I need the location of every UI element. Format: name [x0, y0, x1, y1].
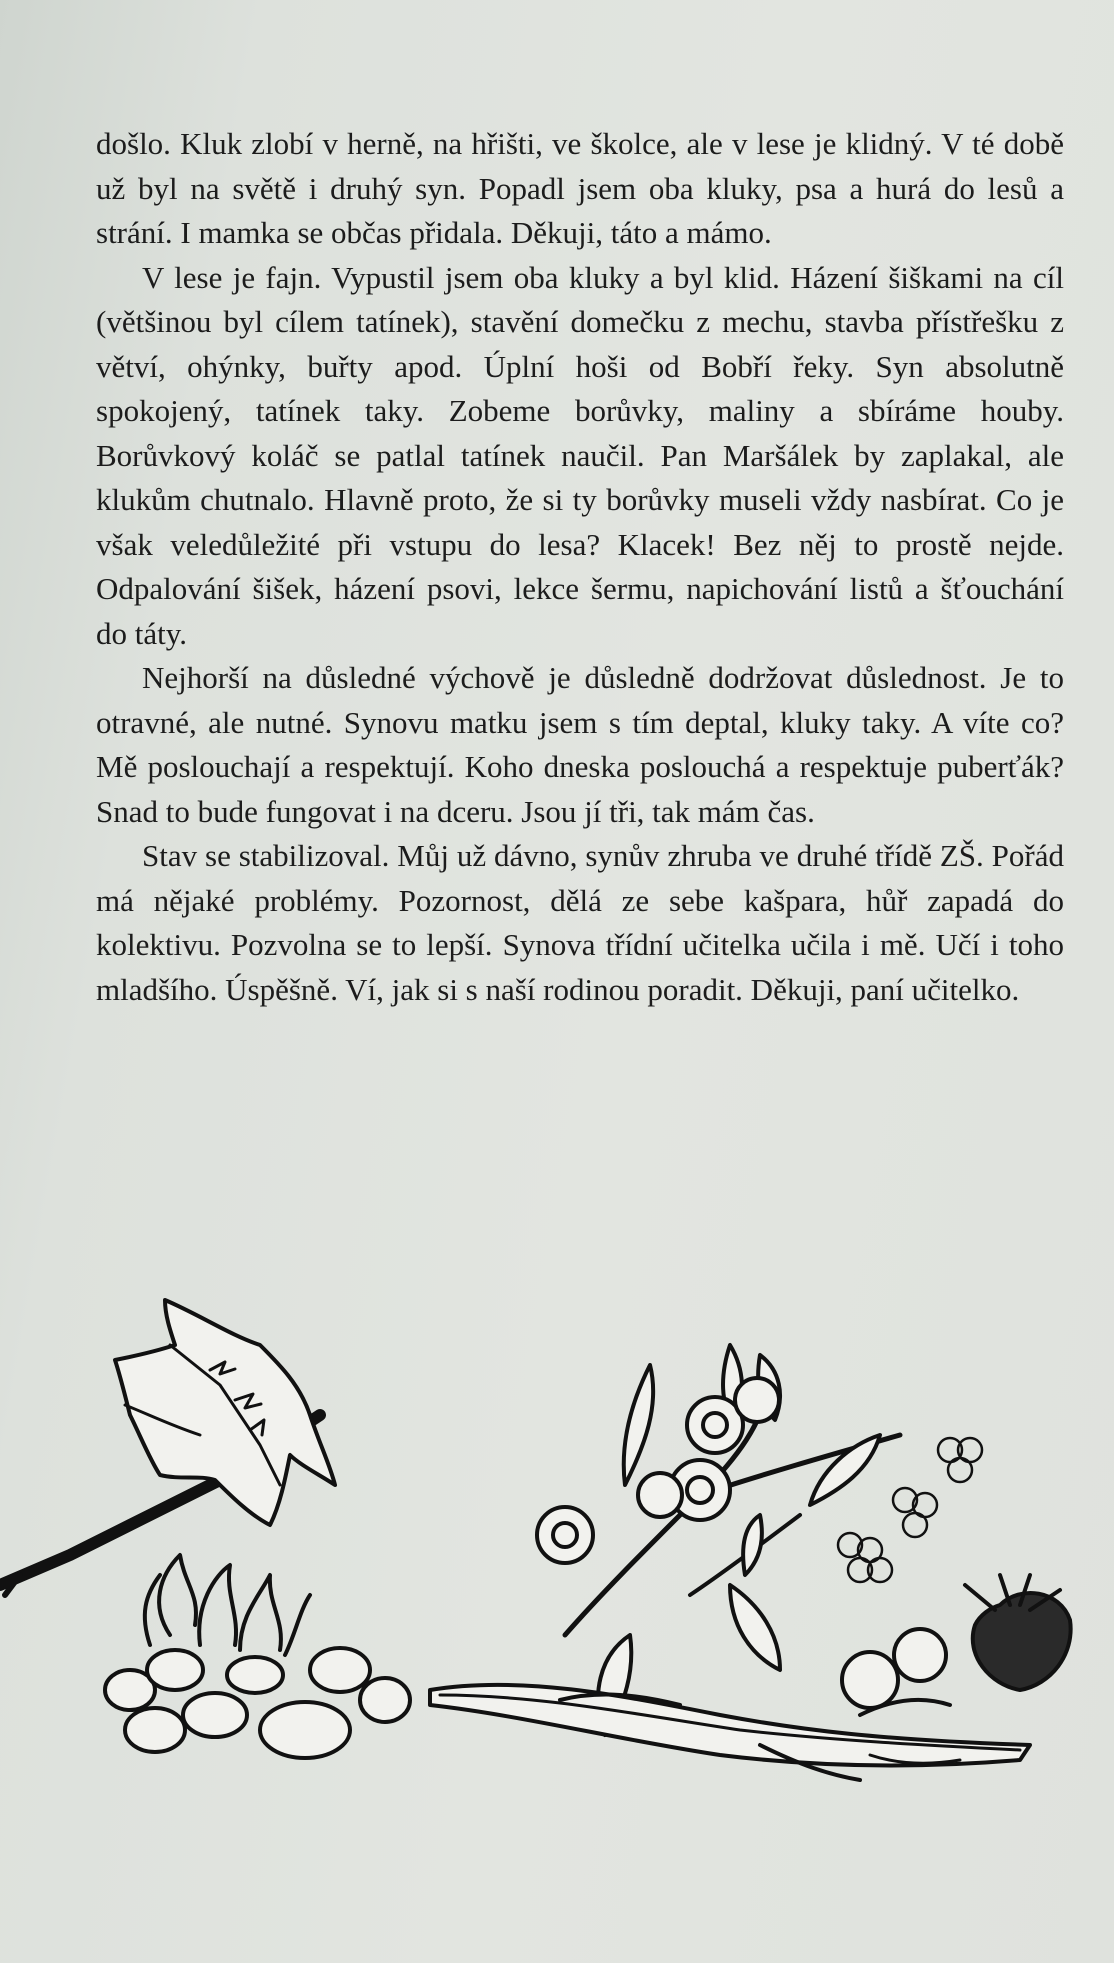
stick-drawing — [430, 1685, 1030, 1780]
campfire-drawing — [105, 1555, 410, 1758]
paragraph-2: V lese je fajn. Vypustil jsem oba kluky a byl klid. Házení šiškami na cíl (většinou byl cílem tatínek), stavění domečku z mechu, stavba přístřešku z větví, ohýnky, buřty apod. Úplní hoši od Bobří řeky. Syn absolutně spokojený, tatínek taky. Zobeme borůvky, maliny a sbíráme houby. Borůvkový koláč se patlal tatínek naučil. Pan Maršálek by zaplakal, ale klukům chutnalo. Hlavně proto, že si ty borůvky museli vždy nasbírat. Co je však veledůležité při vstupu do lesa? Klacek! Bez něj to prostě nejde. Odpalování šišek, házení psovi, lekce šermu, napichování listů a šťouchání do táty. — [96, 259, 1064, 651]
forest-illustration — [0, 1275, 1114, 1835]
body-text — [96, 122, 1064, 1012]
paragraph-4: Stav se stabilizoval. Můj už dávno, synův zhruba ve druhé třídě ZŠ. Pořád má nějaké problémy. Pozornost, dělá ze sebe kašpara, hůř zapadá do kolektivu. Pozvolna se to lepší. Synova třídní učitelka učila i mě. Učí i toho mladšího. Úspěšně. Ví, jak si s naší rodinou poradit. Děkuji, paní učitelko. — [96, 838, 1064, 1007]
berry-branch-drawing — [537, 1345, 1071, 1735]
paragraph-3: Nejhorší na důsledné výchově je důsledně dodržovat důslednost. Je to otravné, ale nutné. Synovu matku jsem s tím deptal, kluky taky. A víte co? Mě poslouchají a respektují. Koho dneska poslouchá a respektuje puberťák? Snad to bude fungovat i na dceru. Jsou jí tři, tak mám čas. — [96, 660, 1064, 829]
paragraph-1: došlo. Kluk zlobí v herně, na hřišti, ve školce, ale v lese je klidný. V té době už byl na světě i druhý syn. Popadl jsem oba kluky, psa a hurá do lesů a strání. I mamka se občas přidala. Děkuji, táto a mámo. — [96, 126, 1064, 250]
stick-with-leaf-drawing — [0, 1300, 335, 1595]
